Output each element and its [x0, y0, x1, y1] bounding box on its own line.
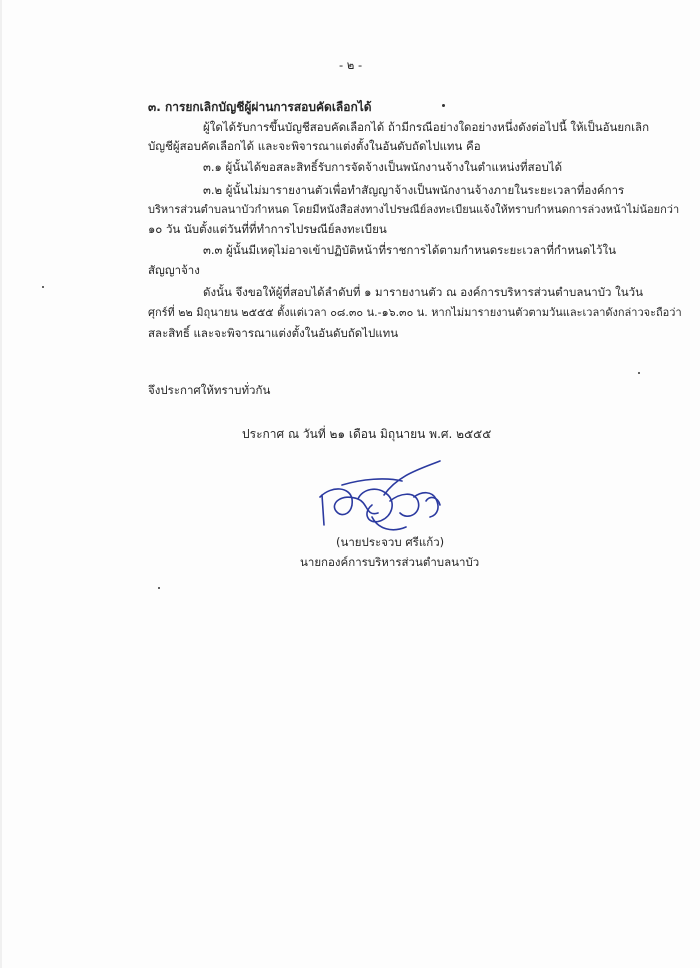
paragraph-line-2: ศุกร์ที่ ๒๒ มิถุนายน ๒๕๕๕ ตั้งแต่เวลา ๐๘.๓๐ น.-๑๖.๓๐ น. หากไม่มารายงานตัวตามวันและเวลาดังกล่าวจะถือว่า — [148, 306, 682, 319]
item-3-1: ๓.๑ ผู้นั้นได้ขอสละสิทธิ์รับการจัดจ้างเป็นพนักงานจ้างในตำแหน่งที่สอบได้ — [203, 160, 563, 174]
paragraph-line-1: ดังนั้น จึงขอให้ผู้ที่สอบได้ลำดับที่ ๑ มารายงานตัว ณ องค์การบริหารส่วนตำบลนาบัว ในวัน — [203, 285, 643, 299]
signatory-name: (นายประจวบ ศรีแก้ว) — [336, 535, 445, 549]
intro-line-1: ผู้ใดได้รับการขึ้นบัญชีสอบคัดเลือกได้ ถ้ามีกรณีอย่างใดอย่างหนึ่งดังต่อไปนี้ ให้เป็นอันยกเลิก — [203, 120, 650, 134]
scan-speck — [638, 372, 640, 374]
item-3-3-line-1: ๓.๓ ผู้นั้นมีเหตุไม่อาจเข้าปฏิบัติหน้าที่ราชการได้ตามกำหนดระยะเวลาที่กำหนดไว้ใน — [203, 243, 616, 257]
scan-speck — [42, 286, 44, 288]
intro-line-2: บัญชีผู้สอบคัดเลือกได้ และจะพิจารณาแต่งตั้งในอันดับถัดไปแทน คือ — [148, 139, 481, 153]
signatory-title: นายกองค์การบริหารส่วนตำบลนาบัว — [300, 555, 480, 569]
scan-speck — [442, 104, 445, 107]
item-3-2-line-3: ๑๐ วัน นับตั้งแต่วันที่ที่ทำการไปรษณีย์ลงทะเบียน — [148, 222, 387, 236]
page-number: - ๒ - — [339, 58, 363, 72]
announce-line: จึงประกาศให้ทราบทั่วกัน — [148, 383, 271, 397]
scan-speck — [158, 587, 160, 589]
paragraph-line-3: สละสิทธิ์ และจะพิจารณาแต่งตั้งในอันดับถัดไปแทน — [148, 326, 399, 340]
signature-image — [302, 455, 472, 545]
announcement-date: ประกาศ ณ วันที่ ๒๑ เดือน มิถุนายน พ.ศ. ๒๕๕๕ — [242, 427, 492, 441]
section-heading: ๓. การยกเลิกบัญชีผู้ผ่านการสอบคัดเลือกได้ — [148, 100, 372, 114]
item-3-3-line-2: สัญญาจ้าง — [148, 263, 200, 277]
item-3-2-line-2: บริหารส่วนตำบลนาบัวกำหนด โดยมีหนังสือส่งทางไปรษณีย์ลงทะเบียนแจ้งให้ทราบกำหนดการล่วงหน้าไม่น้อยกว่า — [148, 203, 680, 216]
item-3-2-line-1: ๓.๒ ผู้นั้นไม่มารายงานตัวเพื่อทำสัญญาจ้างเป็นพนักงานจ้างภายในระยะเวลาที่องค์การ — [203, 183, 625, 197]
